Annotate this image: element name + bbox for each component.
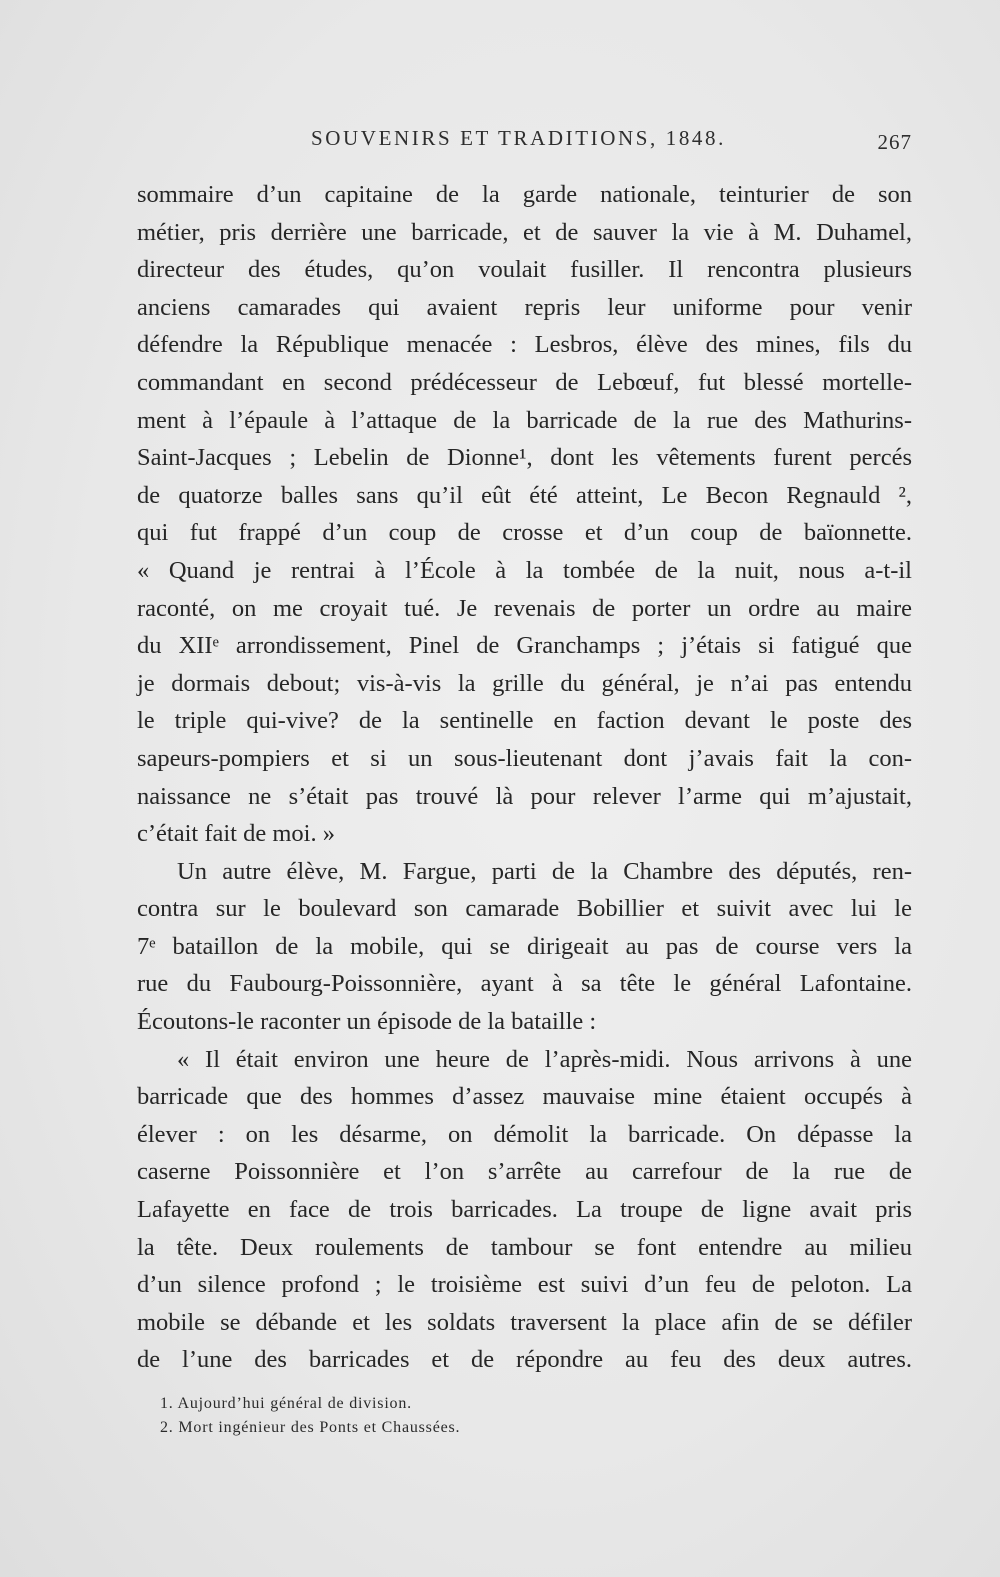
- text-line: sommaire d’un capitaine de la garde nationale, teinturier de son: [137, 181, 912, 208]
- running-head: [137, 126, 912, 160]
- text-line: sapeurs-pompiers et si un sous-lieutenant dont j’avais fait la con-: [137, 744, 912, 772]
- text-line: barricade que des hommes d’assez mauvaise mine étaient occupés à: [137, 1083, 912, 1111]
- text-line: du XIIᵉ arrondissement, Pinel de Granchamps ; j’étais si fatigué que: [137, 632, 912, 660]
- text-line: mobile se débande et les soldats traversent la place afin de se défiler: [137, 1308, 912, 1336]
- page-number: 267: [877, 130, 912, 154]
- text-line: élever : on les désarme, on démolit la barricade. On dépasse la: [137, 1120, 912, 1148]
- text-line: métier, pris derrière une barricade, et de sauver la vie à M. Duhamel,: [137, 218, 912, 246]
- text-line: la tête. Deux roulements de tambour se font entendre au milieu: [137, 1233, 912, 1261]
- text-line: Lafayette en face de trois barricades. La troupe de ligne avait pris: [137, 1196, 912, 1224]
- text-line: caserne Poissonnière et l’on s’arrête au carrefour de la rue de: [137, 1158, 912, 1186]
- text-line: c’était fait de moi. »: [137, 820, 335, 848]
- text-line: ment à l’épaule à l’attaque de la barricade de la rue des Mathurins-: [137, 406, 912, 434]
- text-line: « Il était environ une heure de l’après-midi. Nous arrivons à une: [177, 1045, 912, 1073]
- text-line: de l’une des barricades et de répondre au feu des deux autres.: [137, 1346, 912, 1374]
- text-line: je dormais debout; vis-à-vis la grille du général, je n’ai pas entendu: [137, 669, 912, 697]
- text-line: raconté, on me croyait tué. Je revenais de porter un ordre au maire: [137, 594, 912, 622]
- running-title: SOUVENIRS ET TRADITIONS, 1848.: [311, 126, 726, 150]
- text-line: rue du Faubourg-Poissonnière, ayant à sa tête le général Lafontaine.: [137, 970, 912, 998]
- text-line: de quatorze balles sans qu’il eût été atteint, Le Becon Regnauld ²,: [137, 481, 912, 509]
- text-line: Écoutons-le raconter un épisode de la bataille :: [137, 1008, 597, 1036]
- text-line: anciens camarades qui avaient repris leur uniforme pour venir: [137, 293, 912, 321]
- text-line: d’un silence profond ; le troisième est suivi d’un feu de peloton. La: [137, 1271, 912, 1299]
- text-line: Un autre élève, M. Fargue, parti de la Chambre des députés, ren-: [177, 857, 912, 885]
- text-line: qui fut frappé d’un coup de crosse et d’un coup de baïonnette.: [137, 519, 912, 547]
- text-line: le triple qui-vive? de la sentinelle en faction devant le poste des: [137, 707, 912, 735]
- body-text: [137, 176, 912, 1379]
- text-line: contra sur le boulevard son camarade Bobillier et suivit avec lui le: [137, 895, 912, 923]
- footnote: 1. Aujourd’hui général de division.: [160, 1395, 412, 1412]
- text-line: « Quand je rentrai à l’École à la tombée de la nuit, nous a-t-il: [137, 556, 912, 584]
- text-line: commandant en second prédécesseur de Lebœuf, fut blessé mortelle-: [137, 368, 912, 396]
- footnotes: [160, 1392, 760, 1440]
- text-line: directeur des études, qu’on voulait fusiller. Il rencontra plusieurs: [137, 256, 912, 284]
- text-line: naissance ne s’était pas trouvé là pour relever l’arme qui m’ajustait,: [137, 782, 912, 810]
- text-line: 7ᵉ bataillon de la mobile, qui se dirigeait au pas de course vers la: [137, 932, 912, 960]
- text-line: Saint-Jacques ; Lebelin de Dionne¹, dont les vêtements furent percés: [137, 444, 912, 472]
- footnote: 2. Mort ingénieur des Ponts et Chaussées.: [160, 1419, 461, 1436]
- text-line: défendre la République menacée : Lesbros, élève des mines, fils du: [137, 331, 912, 359]
